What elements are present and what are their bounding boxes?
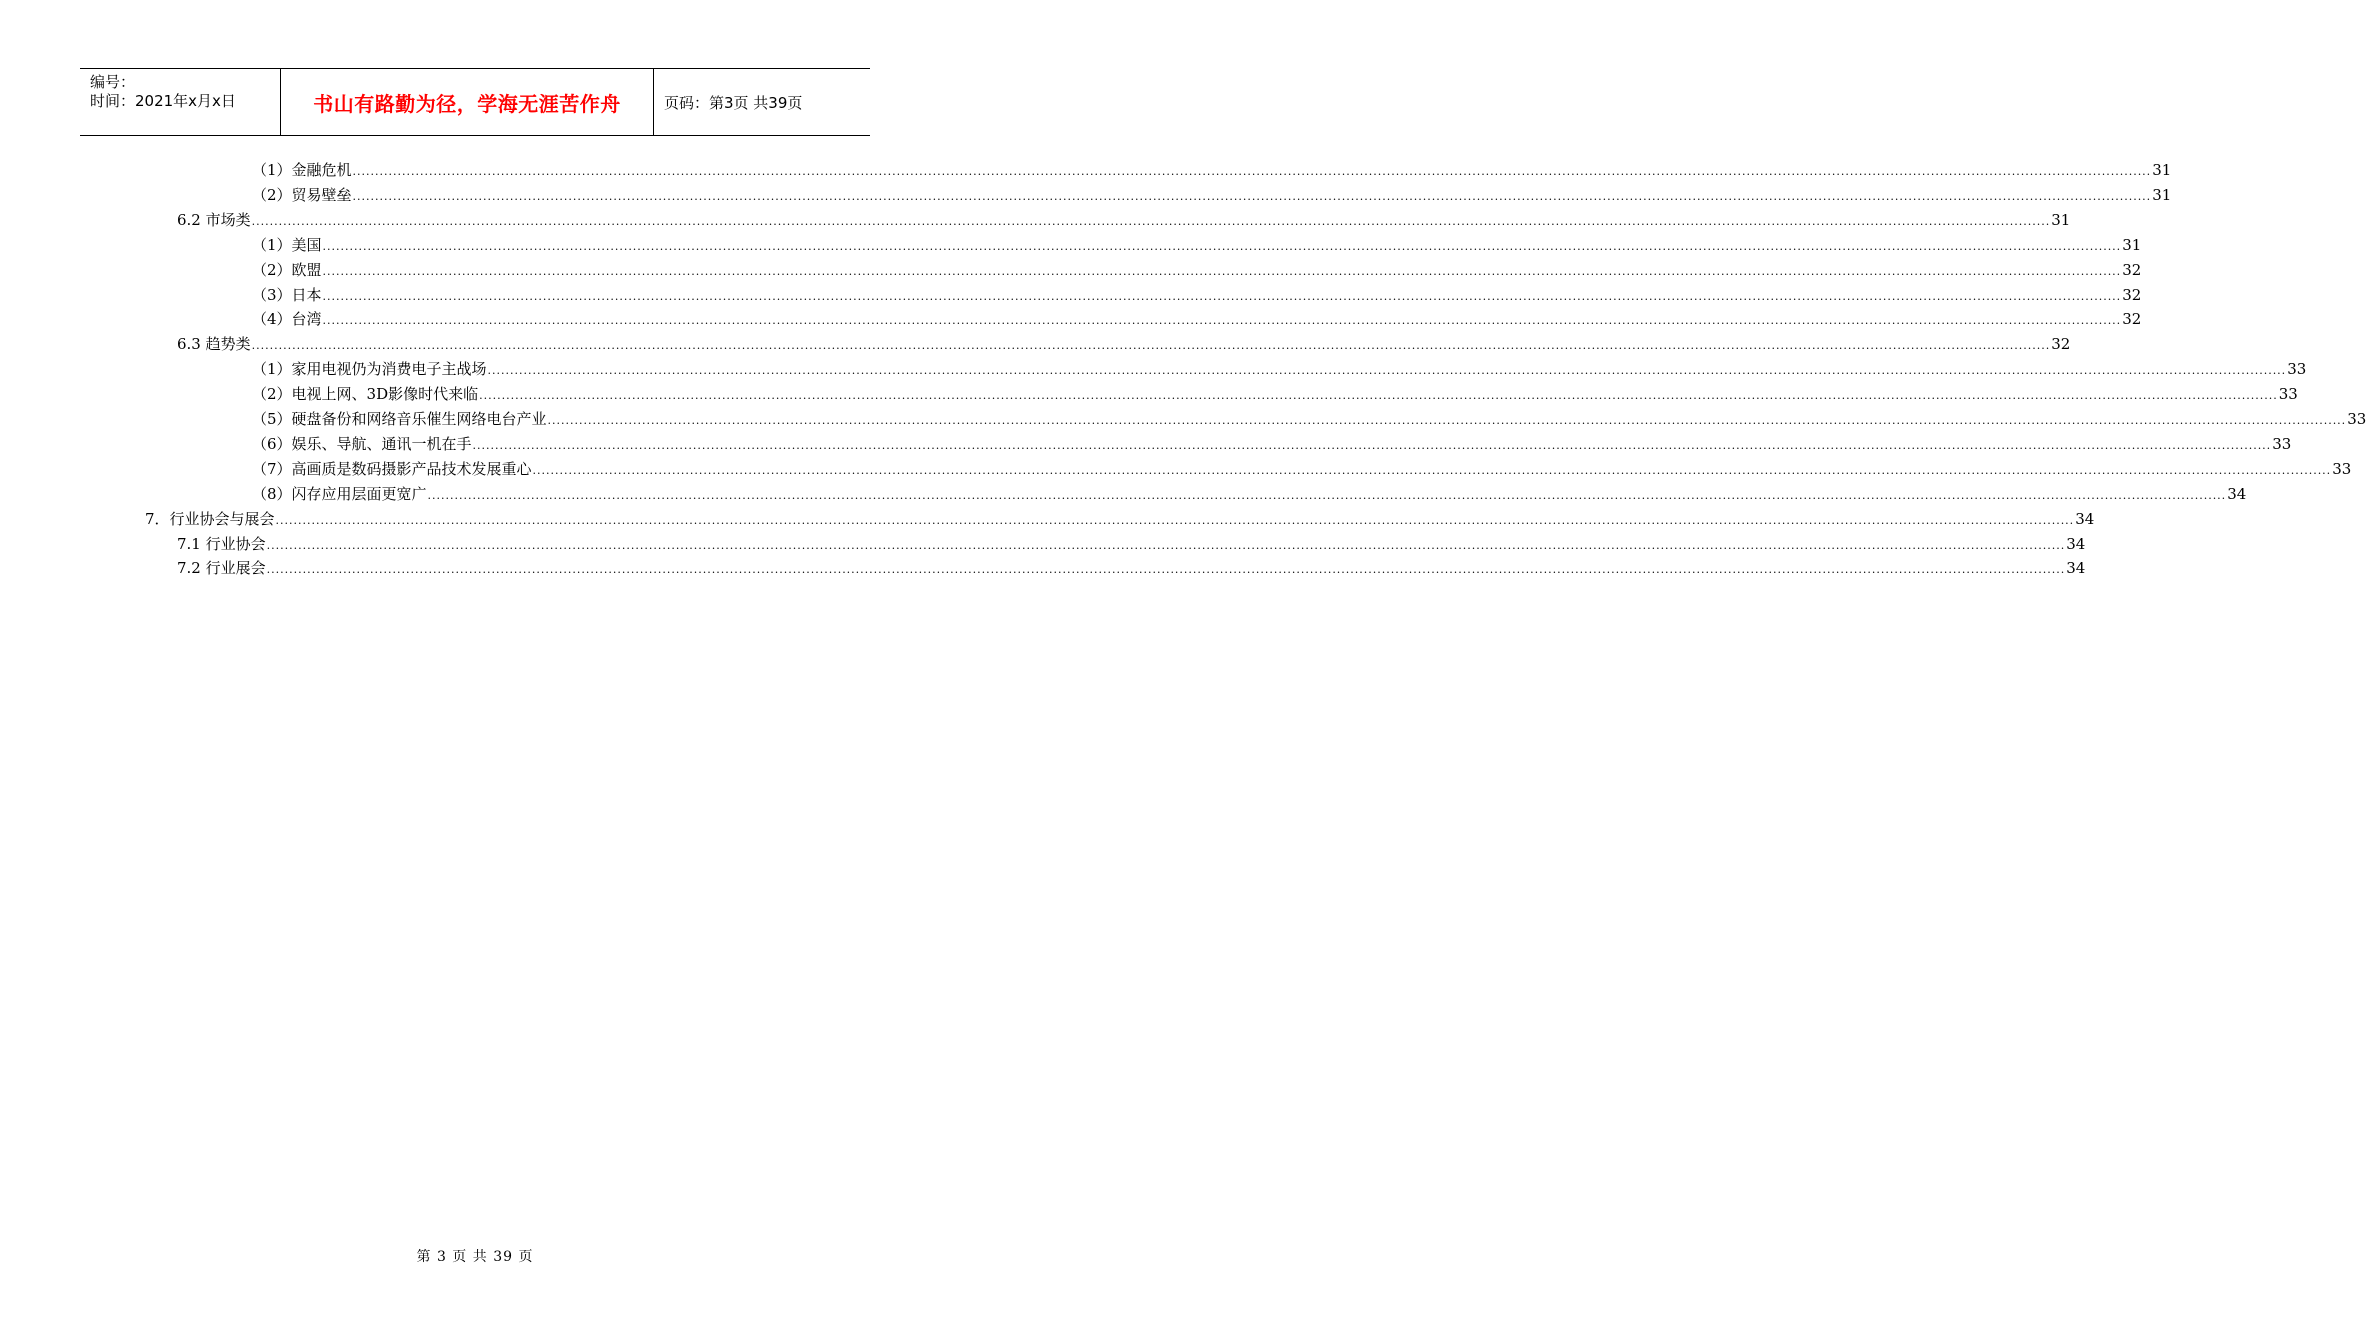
- toc-dot-leader: ................................................................................................................................................................................................................................................................................................................................................................................................................: [266, 538, 2066, 552]
- toc-entry-page-number: 33: [2272, 434, 2292, 453]
- toc-entry-page-number: 31: [2152, 161, 2172, 179]
- toc-entry-label: （8）闪存应用层面更宽广: [252, 484, 427, 503]
- toc-entry-label: 7.2 行业展会: [177, 559, 266, 578]
- toc-entry[interactable]: [252, 482, 2247, 507]
- toc-entry-label: （1）金融危机: [252, 161, 352, 179]
- toc-dot-leader: ................................................................................................................................................................................................................................................................................................................................................................................................................: [472, 438, 2272, 452]
- toc-entry[interactable]: [252, 432, 2292, 457]
- toc-entry-label: （5）硬盘备份和网络音乐催生网络电台产业: [252, 410, 547, 428]
- toc-dot-leader: ................................................................................................................................................................................................................................................................................................................................................................................................................: [322, 314, 2122, 328]
- toc-entry-page-number: 34: [2075, 509, 2095, 528]
- toc-entry-page-number: 33: [2278, 385, 2298, 404]
- document-time: 时间：2021年x月x日: [90, 92, 236, 110]
- toc-entry[interactable]: [252, 382, 2298, 407]
- toc-entry-page-number: 32: [2122, 285, 2142, 304]
- header-meta: [80, 69, 281, 135]
- toc-entry[interactable]: [252, 307, 2142, 332]
- page-header: [80, 68, 870, 136]
- toc-entry-page-number: 31: [2051, 210, 2071, 229]
- toc-entry[interactable]: [252, 357, 2307, 382]
- toc-entry-label: （4）台湾: [252, 310, 322, 329]
- toc-dot-leader: ................................................................................................................................................................................................................................................................................................................................................................................................................: [352, 165, 2152, 178]
- toc-entry-page-number: 31: [2122, 235, 2142, 254]
- toc-entry-page-number: 33: [2332, 459, 2352, 478]
- toc-dot-leader: ................................................................................................................................................................................................................................................................................................................................................................................................................: [251, 339, 2051, 353]
- toc-entry-page-number: 34: [2066, 559, 2086, 578]
- toc-entry-page-number: 33: [2347, 410, 2366, 428]
- toc-entry[interactable]: [252, 283, 2142, 308]
- toc-dot-leader: ................................................................................................................................................................................................................................................................................................................................................................................................................: [352, 189, 2152, 203]
- toc-dot-leader: ................................................................................................................................................................................................................................................................................................................................................................................................................: [487, 364, 2287, 378]
- toc-entry-label: （1）美国: [252, 235, 322, 254]
- toc-entry-page-number: 33: [2287, 360, 2307, 379]
- toc-entry[interactable]: [252, 233, 2142, 258]
- toc-entry-label: （7）高画质是数码摄影产品技术发展重心: [252, 459, 532, 478]
- toc-entry-page-number: 34: [2066, 534, 2086, 553]
- toc-dot-leader: ................................................................................................................................................................................................................................................................................................................................................................................................................: [322, 239, 2122, 253]
- toc-dot-leader: ................................................................................................................................................................................................................................................................................................................................................................................................................: [275, 513, 2075, 527]
- toc-dot-leader: ................................................................................................................................................................................................................................................................................................................................................................................................................: [547, 414, 2347, 427]
- toc-dot-leader: ................................................................................................................................................................................................................................................................................................................................................................................................................: [251, 214, 2051, 228]
- toc-entry-label: （2）电视上网、3D影像时代来临: [252, 385, 479, 404]
- toc-entry[interactable]: [252, 183, 2172, 208]
- toc-entry-label: 7.1 行业协会: [177, 534, 266, 553]
- toc-entry[interactable]: [252, 158, 2172, 183]
- toc-dot-leader: ................................................................................................................................................................................................................................................................................................................................................................................................................: [266, 563, 2066, 577]
- toc-dot-leader: ................................................................................................................................................................................................................................................................................................................................................................................................................: [532, 463, 2332, 477]
- toc-entry-label: （1）家用电视仍为消费电子主战场: [252, 360, 487, 379]
- toc-entry[interactable]: [177, 532, 2086, 557]
- toc-entry-label: 7．行业协会与展会: [145, 509, 275, 528]
- header-motto: 书山有路勤为径，学海无涯苦作舟: [281, 69, 654, 135]
- toc-entry-page-number: 32: [2122, 260, 2142, 279]
- toc-dot-leader: ................................................................................................................................................................................................................................................................................................................................................................................................................: [479, 389, 2278, 403]
- toc-dot-leader: ................................................................................................................................................................................................................................................................................................................................................................................................................: [322, 264, 2122, 278]
- toc-entry[interactable]: [145, 507, 2095, 532]
- toc-entry-page-number: 31: [2152, 185, 2172, 204]
- toc-dot-leader: ................................................................................................................................................................................................................................................................................................................................................................................................................: [427, 488, 2227, 502]
- toc-entry-page-number: 32: [2051, 335, 2071, 354]
- toc-entry-page-number: 34: [2227, 484, 2247, 503]
- toc-entry[interactable]: [177, 332, 2071, 357]
- toc-entry-page-number: 32: [2122, 310, 2142, 329]
- toc-entry-label: 6.3 趋势类: [177, 335, 251, 354]
- toc-entry-label: （2）欧盟: [252, 260, 322, 279]
- toc-entry[interactable]: [177, 556, 2086, 581]
- document-number-label: 编号：: [90, 73, 136, 91]
- header-page-info: 页码：第3页 共39页: [664, 93, 803, 112]
- toc-entry-label: （3）日本: [252, 285, 322, 304]
- toc-entry[interactable]: [252, 258, 2142, 283]
- toc-entry[interactable]: [252, 407, 2366, 432]
- toc-entry-label: （6）娱乐、导航、通讯一机在手: [252, 434, 472, 453]
- toc-entry-label: 6.2 市场类: [177, 210, 251, 229]
- toc-entry[interactable]: [177, 208, 2071, 233]
- toc-entry-label: （2）贸易壁垒: [252, 185, 352, 204]
- page-footer: 第 3 页 共 39 页: [416, 1249, 534, 1265]
- toc-dot-leader: ................................................................................................................................................................................................................................................................................................................................................................................................................: [322, 289, 2122, 303]
- toc-entry[interactable]: [252, 457, 2352, 482]
